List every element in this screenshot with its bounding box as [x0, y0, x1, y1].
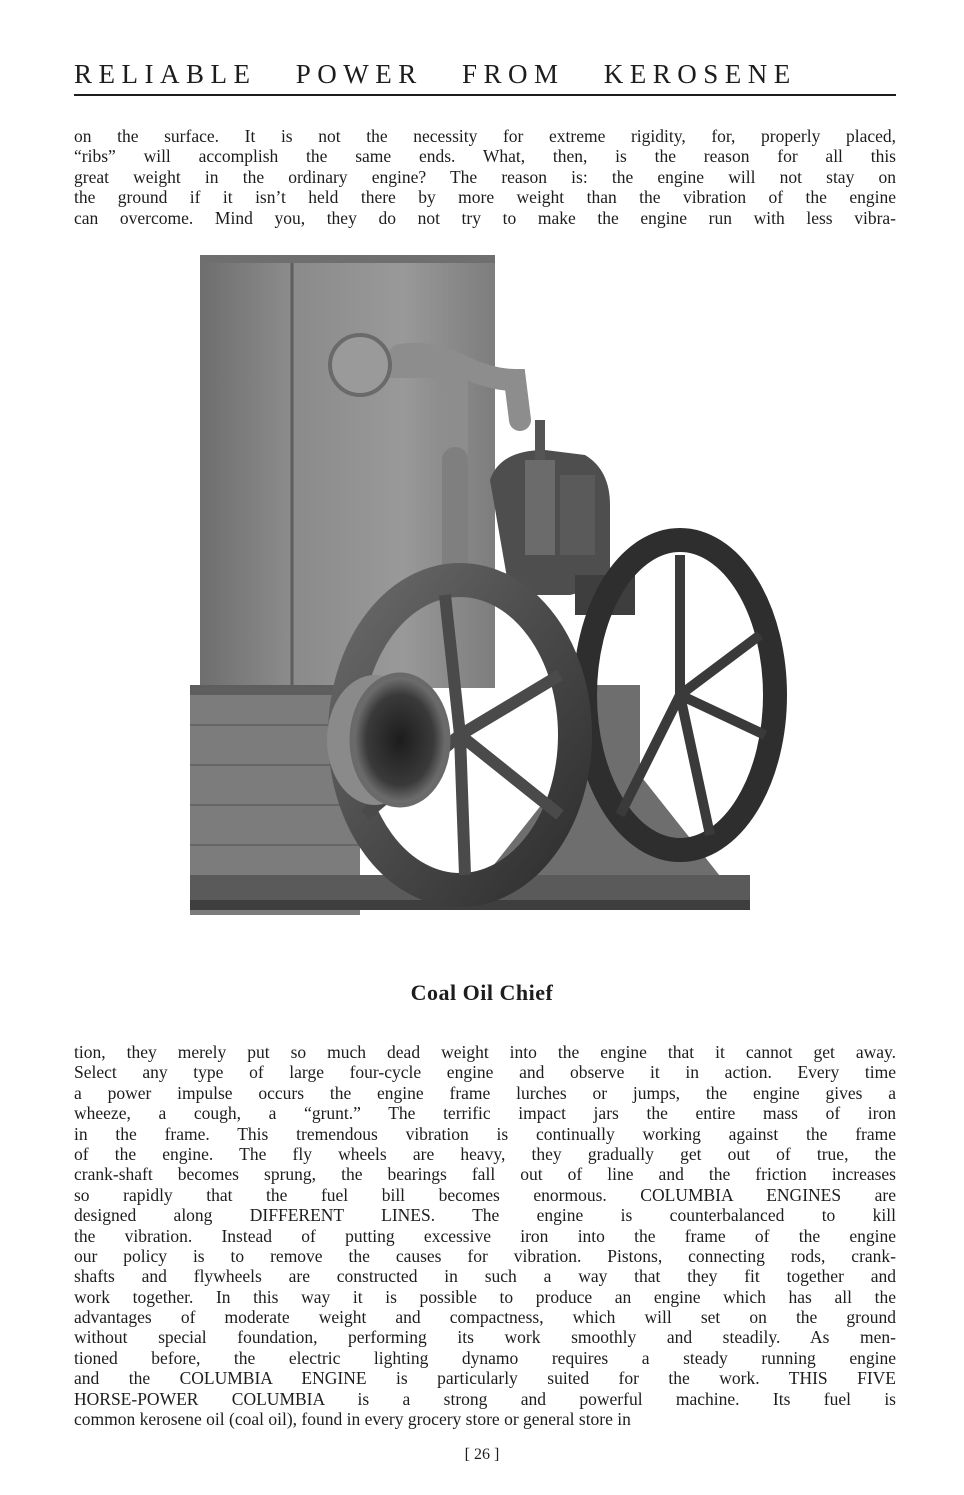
text-line: work together. In this way it is possible to produce an engine which has all the: [74, 1286, 896, 1307]
text-line: on the surface. It is not the necessity for extreme rigidity, for, properly placed,: [74, 126, 896, 146]
text-line: and the COLUMBIA ENGINE is particularly suited for the work. THIS FIVE: [74, 1368, 896, 1389]
header-rule: [74, 94, 896, 96]
top-paragraph: [74, 126, 896, 228]
engine-illustration: [190, 255, 790, 920]
text-line: designed along DIFFERENT LINES. The engine is counterbalanced to kill: [74, 1205, 896, 1226]
text-line: the vibration. Instead of putting excessive iron into the frame of the engine: [74, 1225, 896, 1246]
text-line: so rapidly that the fuel bill becomes enormous. COLUMBIA ENGINES are: [74, 1184, 896, 1205]
text-line: Select any type of large four-cycle engine and observe it in action. Every time: [74, 1062, 896, 1083]
text-line: great weight in the ordinary engine? The reason is: the engine will not stay on: [74, 166, 896, 187]
text-line: the ground if it isn’t held there by more weight than the vibration of the engine: [74, 187, 896, 208]
text-line: in the frame. This tremendous vibration is continually working against the frame: [74, 1123, 896, 1144]
text-line: without special foundation, performing its work smoothly and steadily. As men-: [74, 1327, 896, 1348]
text-line: advantages of moderate weight and compactness, which will set on the ground: [74, 1307, 896, 1328]
page-number: [ 26 ]: [464, 1446, 500, 1463]
text-line: tion, they merely put so much dead weight into the engine that it cannot get away.: [74, 1042, 896, 1062]
text-line: of the engine. The fly wheels are heavy, they gradually get out of true, the: [74, 1143, 896, 1164]
text-line: “ribs” will accomplish the same ends. What, then, is the reason for all this: [74, 146, 896, 167]
text-line: crank-shaft becomes sprung, the bearings fall out of line and the friction increases: [74, 1164, 896, 1185]
text-line: tioned before, the electric lighting dynamo requires a steady running engine: [74, 1347, 896, 1368]
text-line: can overcome. Mind you, they do not try to make the engine run with less vibra-: [74, 207, 896, 228]
figure-caption: Coal Oil Chief: [410, 980, 554, 1005]
text-line: shafts and flywheels are constructed in such a way that they fit together and: [74, 1266, 896, 1287]
text-line: a power impulse occurs the engine frame lurches or jumps, the engine gives a: [74, 1082, 896, 1103]
text-line: our policy is to remove the causes for vibration. Pistons, connecting rods, crank-: [74, 1245, 896, 1266]
belt-pulley: [327, 675, 448, 805]
text-line: HORSE-POWER COLUMBIA is a strong and powerful machine. Its fuel is: [74, 1388, 896, 1409]
text-line: common kerosene oil (coal oil), found in every grocery store or general store in: [74, 1409, 631, 1430]
bottom-paragraph: [74, 1042, 896, 1429]
text-line: wheeze, a cough, a “grunt.” The terrific impact jars the entire mass of iron: [74, 1103, 896, 1124]
running-title: RELIABLE POWER FROM KEROSENE: [74, 59, 797, 89]
